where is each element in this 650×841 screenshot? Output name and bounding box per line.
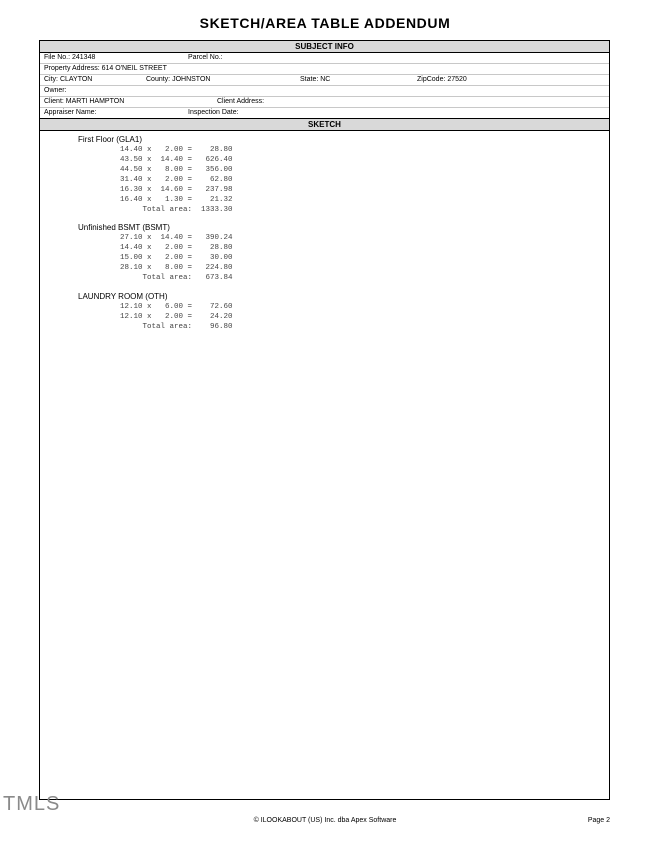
- area-line: 31.40 x 2.00 = 62.80: [120, 176, 233, 184]
- area-line: 12.10 x 2.00 = 24.20: [120, 313, 233, 321]
- county: County: JOHNSTON: [146, 76, 211, 83]
- page-title: SKETCH/AREA TABLE ADDENDUM: [199, 15, 451, 31]
- area-line: 16.40 x 1.30 = 21.32: [120, 196, 233, 204]
- client-address: Client Address:: [217, 98, 265, 105]
- row-appraiser: [40, 108, 609, 118]
- area-line: 12.10 x 6.00 = 72.60: [120, 303, 233, 311]
- owner: Owner:: [44, 87, 67, 94]
- area-line: 16.30 x 14.60 = 237.98: [120, 186, 233, 194]
- group-title-basement: Unfinished BSMT (BSMT): [78, 223, 170, 232]
- zipcode: ZipCode: 27520: [417, 76, 467, 83]
- row-client: [40, 97, 609, 108]
- client: Client: MARTI HAMPTON: [44, 98, 125, 105]
- state: State: NC: [300, 76, 331, 83]
- page-number: Page 2: [587, 817, 610, 824]
- area-line: 15.00 x 2.00 = 30.00: [120, 254, 233, 262]
- group-title-first-floor: First Floor (GLA1): [78, 135, 143, 144]
- addendum-form: [39, 40, 610, 800]
- file-no: File No.: 241348: [44, 54, 96, 61]
- area-line: 43.50 x 14.40 = 626.40: [120, 156, 233, 164]
- area-line: 14.40 x 2.00 = 28.80: [120, 146, 233, 154]
- city: City: CLAYTON: [44, 76, 93, 83]
- row-owner: [40, 86, 609, 97]
- copyright: © ILOOKABOUT (US) Inc. dba Apex Software: [253, 817, 397, 824]
- area-line: 44.50 x 8.00 = 356.00: [120, 166, 233, 174]
- sketch-header: SKETCH: [40, 118, 609, 131]
- parcel-no: Parcel No.:: [188, 54, 223, 61]
- appraiser-name: Appraiser Name:: [44, 109, 97, 116]
- row-file: [40, 53, 609, 64]
- inspection-date: Inspection Date:: [188, 109, 239, 116]
- area-line: 14.40 x 2.00 = 28.80: [120, 244, 233, 252]
- area-total: Total area: 1333.30: [120, 206, 233, 214]
- property-address: Property Address: 614 O'NEIL STREET: [44, 65, 167, 72]
- area-line: 27.10 x 14.40 = 390.24: [120, 234, 233, 242]
- area-total: Total area: 96.80: [120, 323, 233, 331]
- tmls-watermark-logo: TMLS: [3, 793, 61, 815]
- area-line: 28.10 x 8.00 = 224.80: [120, 264, 233, 272]
- row-location: [40, 75, 609, 86]
- area-total: Total area: 673.84: [120, 274, 233, 282]
- group-title-laundry: LAUNDRY ROOM (OTH): [78, 292, 168, 301]
- row-address: [40, 64, 609, 75]
- subject-info-header: SUBJECT INFO: [40, 41, 609, 53]
